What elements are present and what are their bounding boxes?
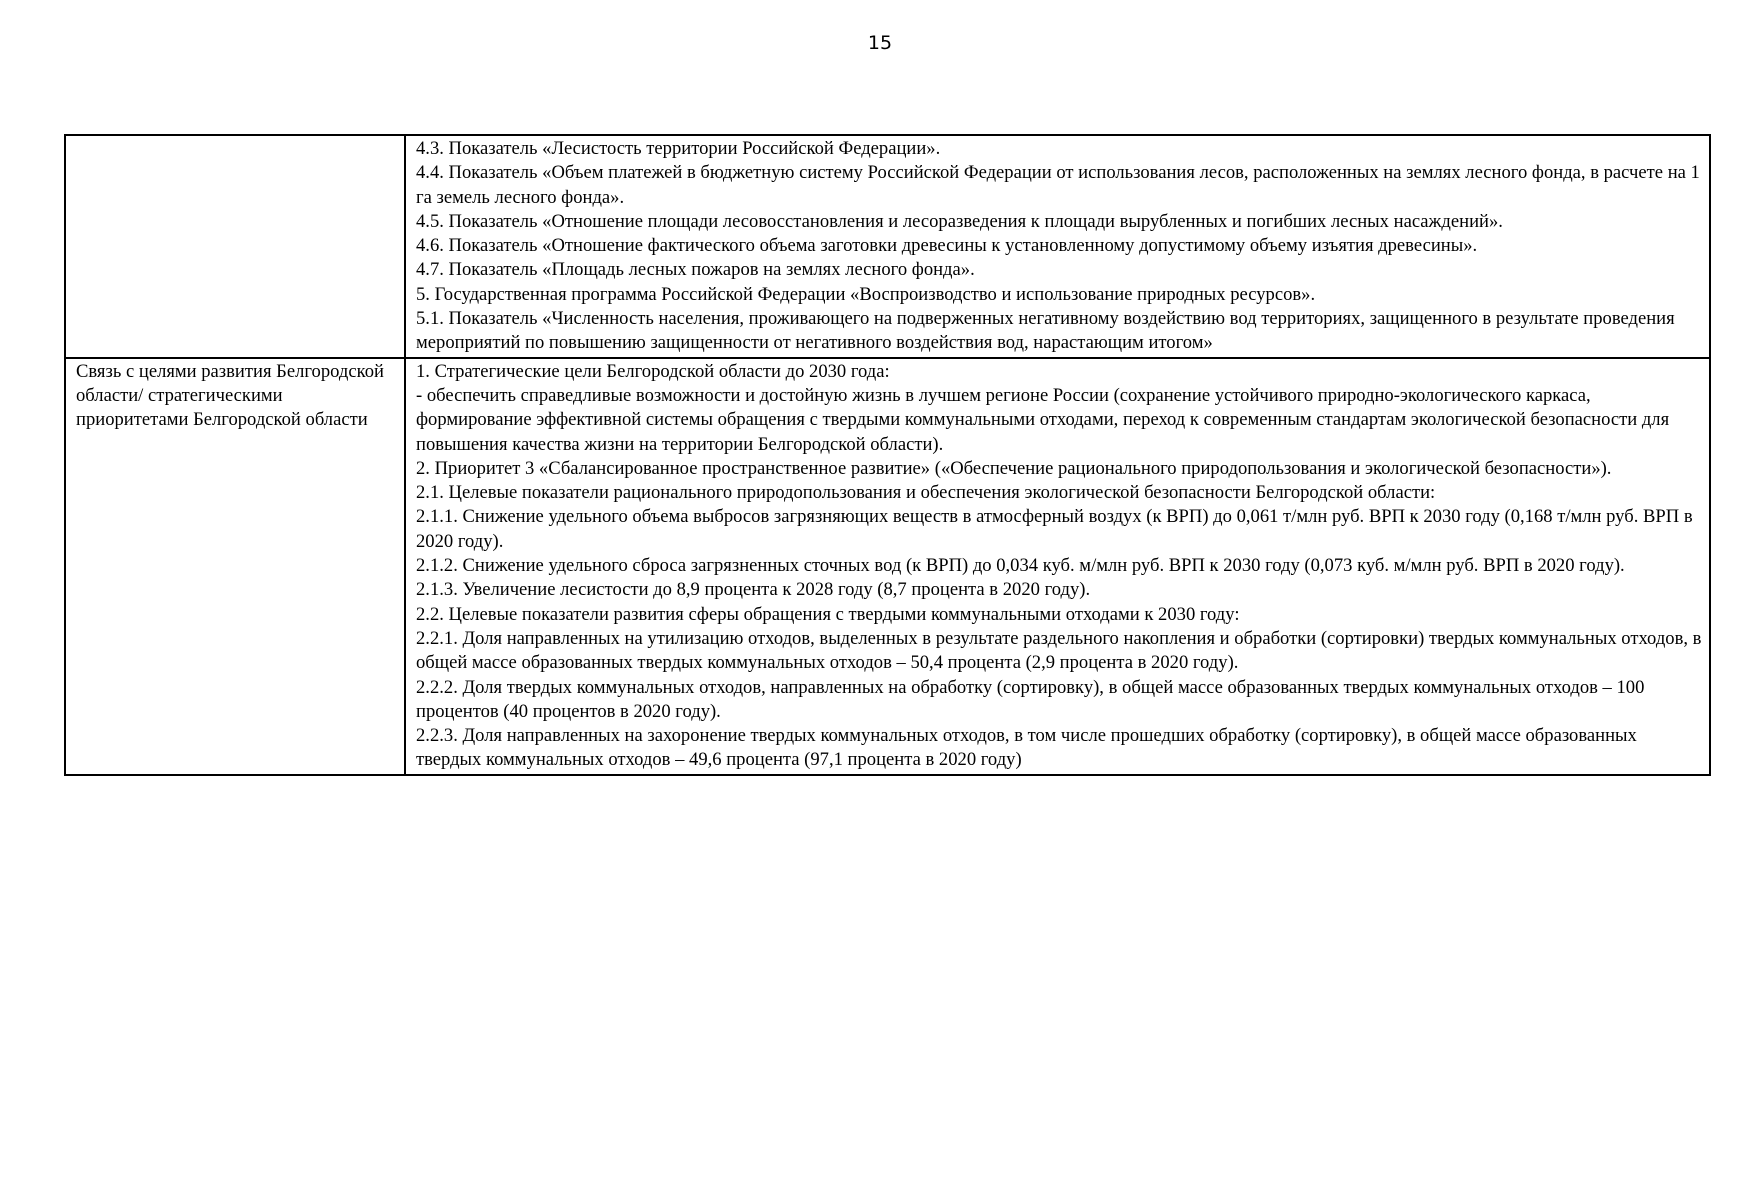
list-item: 4.4. Показатель «Объем платежей в бюджетную систему Российской Федерации от использования лесов, расположенных на землях лесного фонда, в расчете на 1 га земель лесного фонда». [416,162,1700,208]
list-item: 2.1.3. Увеличение лесистости до 8,9 процента к 2028 году (8,7 процента в 2020 году). [416,579,1091,601]
document-table [64,134,1711,776]
list-item: - обеспечить справедливые возможности и достойную жизнь в лучшем регионе России (сохранение устойчивого природно-экологического каркаса, формирование эффективной системы обращения с твердыми коммунальными отходами, переход к современным стандартам экологической безопасности для повышения качества жизни на территории Белгородской области). [416,384,1670,455]
list-item: 5.1. Показатель «Численность населения, проживающего на подверженных негативному воздействию вод территориях, защищенного в результате проведения мероприятий по повышению защищенности от негативного воздействия вод, нарастающим итогом» [416,308,1675,354]
list-item: 2.2.3. Доля направленных на захоронение твердых коммунальных отходов, в том числе прошедших обработку (сортировку), в общей массе образованных твердых коммунальных отходов – 49,6 процента (97,1 процента в 2020 году) [416,725,1637,771]
list-item: 4.6. Показатель «Отношение фактического объема заготовки древесины к установленному допустимому объему изъятия древесины». [416,235,1478,257]
list-item: 1. Стратегические цели Белгородской области до 2030 года: [416,360,890,382]
row-content-cell [405,358,1710,775]
row-label-cell [65,135,405,358]
list-item: 2.2.2. Доля твердых коммунальных отходов, направленных на обработку (сортировку), в общей массе образованных твердых коммунальных отходов – 100 процентов (40 процентов в 2020 году). [416,676,1645,722]
row-label-cell: Связь с целями развития Белгородской области/ стратегическими приоритетами Белгородской области [65,358,405,775]
list-item: 2.2.1. Доля направленных на утилизацию отходов, выделенных в результате раздельного накопления и обработки (сортировки) твердых коммунальных отходов, в общей массе образованных твердых коммунальных отходов – 50,4 процента (2,9 процента в 2020 году). [416,627,1702,674]
list-item: 2. Приоритет 3 «Сбалансированное пространственное развитие» («Обеспечение рационального природопользования и экологической безопасности»). [416,457,1612,479]
list-item: 2.2. Целевые показатели развития сферы обращения с твердыми коммунальными отходами к 2030 году: [416,603,1240,625]
table-row [65,135,1710,358]
list-item: 2.1.1. Снижение удельного объема выбросов загрязняющих веществ в атмосферный воздух (к ВРП) до 0,061 т/млн руб. ВРП к 2030 году (0,168 т/млн руб. ВРП в 2020 году). [416,506,1693,552]
page-number: 15 [867,32,893,54]
list-item: 2.1.2. Снижение удельного сброса загрязненных сточных вод (к ВРП) до 0,034 куб. м/млн руб. ВРП к 2030 году (0,073 куб. м/млн руб. ВРП в 2020 году). [416,555,1625,577]
row-content-cell [405,135,1710,358]
list-item: 4.3. Показатель «Лесистость территории Российской Федерации». [416,138,941,159]
list-item: 4.5. Показатель «Отношение площади лесовосстановления и лесоразведения к площади вырубленных и погибших лесных насаждений». [416,210,1503,232]
list-item: 2.1. Целевые показатели рационального природопользования и обеспечения экологической безопасности Белгородской области: [416,482,1436,504]
list-item: 5. Государственная программа Российской Федерации «Воспроизводство и использование природных ресурсов». [416,283,1316,305]
list-item: 4.7. Показатель «Площадь лесных пожаров на землях лесного фонда». [416,259,975,281]
table-row [65,358,1710,775]
